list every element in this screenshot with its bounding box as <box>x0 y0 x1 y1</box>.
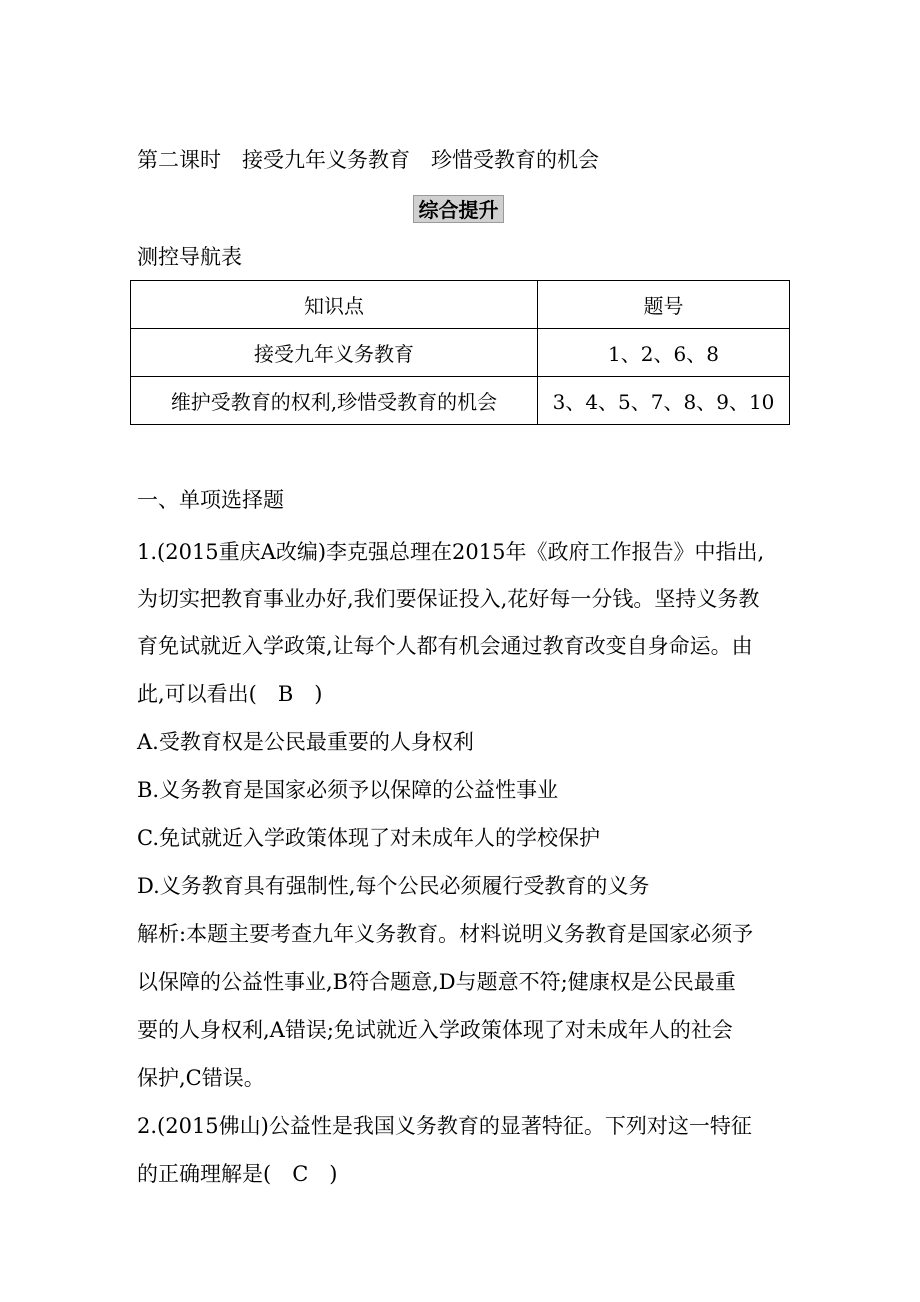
table-cell: 1、2、6、8 <box>538 329 790 377</box>
question-stem-line: 2.(2015佛山)公益性是我国义务教育的显著特征。下列对这一特征 <box>137 1114 752 1138</box>
section-badge: 综合提升 <box>413 195 504 223</box>
option-a: A.受教育权是公民最重要的人身权利 <box>137 730 474 754</box>
page-title: 第二课时 接受九年义务教育 珍惜受教育的机会 <box>137 148 599 172</box>
analysis-line: 解析:本题主要考查九年义务教育。材料说明义务教育是国家必须予 <box>137 922 754 946</box>
question-stem-line: 1.(2015重庆A改编)李克强总理在2015年《政府工作报告》中指出, <box>137 540 765 564</box>
question-stem-line: 此,可以看出( B ) <box>137 682 323 706</box>
nav-table-title: 测控导航表 <box>137 245 242 269</box>
section-heading: 一、单项选择题 <box>137 488 284 512</box>
analysis-line: 以保障的公益性事业,B符合题意,D与题意不符;健康权是公民最重 <box>137 970 736 994</box>
option-b: B.义务教育是国家必须予以保障的公益性事业 <box>137 778 559 802</box>
table-cell: 维护受教育的权利,珍惜受教育的机会 <box>131 377 538 425</box>
table-header-row <box>131 281 790 329</box>
analysis-line: 保护,C错误。 <box>137 1066 265 1090</box>
table-header-cell: 题号 <box>538 281 790 329</box>
table-cell: 接受九年义务教育 <box>131 329 538 377</box>
question-stem-line: 为切实把教育事业办好,我们要保证投入,花好每一分钱。坚持义务教 <box>137 587 760 611</box>
table-row <box>131 329 790 377</box>
table-row <box>131 377 790 425</box>
analysis-line: 要的人身权利,A错误;免试就近入学政策体现了对未成年人的社会 <box>137 1018 733 1042</box>
question-stem-line: 育免试就近入学政策,让每个人都有机会通过教育改变自身命运。由 <box>137 634 753 658</box>
table-cell: 3、4、5、7、8、9、10 <box>538 377 790 425</box>
option-d: D.义务教育具有强制性,每个公民必须履行受教育的义务 <box>137 874 650 898</box>
option-c: C.免试就近入学政策体现了对未成年人的学校保护 <box>137 826 600 850</box>
table-header-cell: 知识点 <box>131 281 538 329</box>
question-stem-line: 的正确理解是( C ) <box>137 1162 338 1186</box>
nav-table <box>130 280 790 425</box>
